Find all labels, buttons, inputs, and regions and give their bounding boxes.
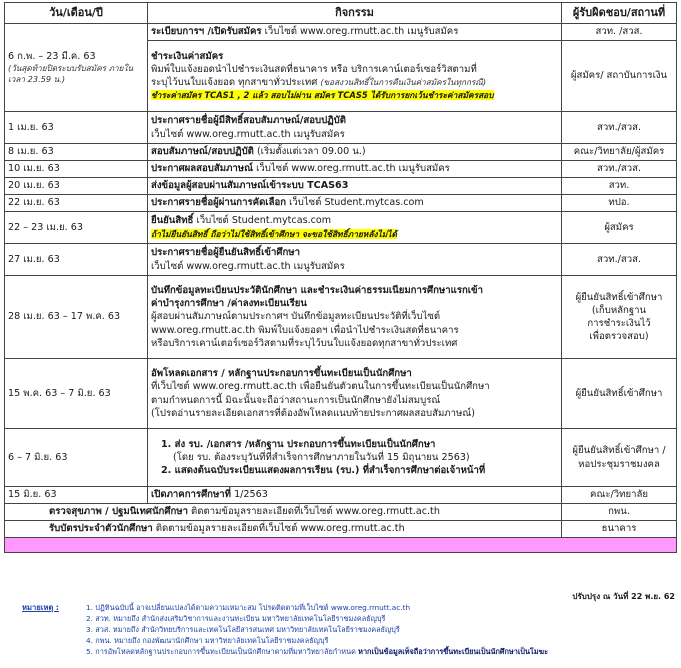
activity-cell <box>148 24 562 41</box>
responsible-cell: คณะ/วิทยาลัย <box>562 487 677 504</box>
responsible-cell <box>562 276 677 359</box>
table-row <box>5 521 677 538</box>
activity-cell <box>148 244 562 276</box>
table-row <box>5 112 677 144</box>
date-cell: 20 เม.ย. 63 <box>5 178 148 195</box>
date-cell: 8 เม.ย. 63 <box>5 144 148 161</box>
activity-title: 2. แสดงต้นฉบับระเบียนแสดงผลการเรียน (รบ.) ที่สำเร็จการศึกษาต่อเจ้าหน้าที่ <box>161 465 486 477</box>
responsible-cell: ผู้ยืนยันสิทธิ์เข้าศึกษา <box>562 359 677 429</box>
date-cell: 15 มิ.ย. 63 <box>5 487 148 504</box>
activity-cell <box>148 276 562 359</box>
responsible-cell: ธนาคาร <box>562 521 677 538</box>
note-item: 1. ปฏิทินฉบับนี้ อาจเปลี่ยนแปลงได้ตามความเหมาะสม โปรดติดตามที่เว็บไซต์ www.oreg.rmutt.ac.th <box>86 603 411 612</box>
activity-cell <box>148 359 562 429</box>
table-row <box>5 195 677 212</box>
activity-text: ติดตามข้อมูลรายละเอียดที่เว็บไซต์ www.oreg.rmutt.ac.th <box>152 523 405 535</box>
activity-text: เว็บไซต์ www.oreg.rmutt.ac.th เมนูรับสมัคร <box>253 163 450 175</box>
responsible-text: การชำระเงินไว้ <box>587 318 651 329</box>
table-row <box>5 487 677 504</box>
activity-title: บันทึกข้อมูลทะเบียนประวัตินักศึกษา และชำระเงินค่าธรรมเนียมการศึกษาแรกเข้า <box>151 284 484 296</box>
table-header-row <box>5 3 677 24</box>
activity-text: หรือบริการเคาน์เตอร์เซอร์วิสตามที่ระบุไว้บนใบแจ้งยอดทุกสาขาทั่วประเทศ <box>151 337 458 349</box>
table-row <box>5 161 677 178</box>
activity-cell <box>148 212 562 244</box>
date-cell: 1 เม.ย. 63 <box>5 112 148 144</box>
activity-text: ติดตามข้อมูลรายละเอียดที่เว็บไซต์ www.oreg.rmutt.ac.th <box>187 506 440 518</box>
table-row <box>5 504 677 521</box>
pink-divider <box>5 538 677 553</box>
date-cell: 15 พ.ค. 63 – 7 มิ.ย. 63 <box>5 359 148 429</box>
note-emphasis: หากเป็นข้อมูลเท็จถือว่าการขึ้นทะเบียนเป็นนักศึกษาเป็นโมฆะ <box>358 647 548 656</box>
date-cell: 22 – 23 เม.ย. 63 <box>5 212 148 244</box>
table-row <box>5 178 677 195</box>
activity-title: ประกาศรายชื่อผู้ยืนยันสิทธิ์เข้าศึกษา <box>151 247 300 259</box>
confirm-warning-highlight: ถ้าไม่ยืนยันสิทธิ์ ถือว่าไม่ใช้สิทธิ์เข้าศึกษา จะขอใช้สิทธิ์ภายหลังไม่ได้ <box>151 228 397 239</box>
activity-text: เว็บไซต์ Student.mytcas.com <box>286 197 424 209</box>
notes-section <box>22 602 662 657</box>
responsible-cell: ผู้สมัคร <box>562 212 677 244</box>
last-updated: ปรับปรุง ณ วันที่ 22 พ.ย. 62 <box>572 592 675 601</box>
note-item: 3. สวส. หมายถึง สำนักวิทยบริการและเทคโนโลยีสารสนเทศ มหาวิทยาลัยเทคโนโลยีราชมงคลธัญบุรี <box>86 625 400 634</box>
activity-text: (เริ่มตั้งแต่เวลา 09.00 น.) <box>253 146 366 158</box>
activity-title: ประกาศรายชื่อผู้มีสิทธิ์สอบสัมภาษณ์/สอบปฏิบัติ <box>151 115 346 127</box>
responsible-text: หอประชุมราชมงคล <box>578 458 660 470</box>
notes-list <box>86 602 662 657</box>
responsible-text: ผู้ยืนยันสิทธิ์เข้าศึกษา / <box>572 445 666 457</box>
activity-text: เว็บไซต์ www.oreg.rmutt.ac.th เมนูรับสมัคร <box>151 260 345 272</box>
activity-title: สอบสัมภาษณ์/สอบปฏิบัติ <box>151 146 254 158</box>
table-row <box>5 144 677 161</box>
activity-cell <box>148 195 562 212</box>
table-row <box>5 244 677 276</box>
table-row <box>5 212 677 244</box>
note-item: 2. สวท. หมายถึง สำนักส่งเสริมวิชาการและงานทะเบียน มหาวิทยาลัยเทคโนโลยีราชมงคลธัญบุรี <box>86 614 386 623</box>
responsible-cell: สวท./สวส. <box>562 112 677 144</box>
activity-cell <box>148 161 562 178</box>
date-cell <box>5 24 148 112</box>
activity-text: www.oreg.rmutt.ac.th พิมพ์ใบแจ้งยอดฯ เพื่อนำไปชำระเงินสดที่ธนาคาร <box>151 324 459 336</box>
fee-exemption-highlight: ชำระค่าสมัคร TCAS1 , 2 แล้ว สอบไม่ผ่าน สมัคร TCAS5 ได้รับการยกเว้นชำระค่าสมัครสอบ <box>151 90 494 101</box>
activity-title: รับบัตรประจำตัวนักศึกษา <box>49 523 153 535</box>
activity-text: (โปรดอ่านรายละเอียดเอกสารที่ต้องอัพโหลดแนบท้ายประกาศผลสอบสัมภาษณ์) <box>151 407 475 419</box>
responsible-cell: ทปอ. <box>562 195 677 212</box>
activity-title: ยืนยันสิทธิ์ <box>151 215 194 227</box>
activity-text: ผู้สอบผ่านสัมภาษณ์ตามประกาศฯ บันทึกข้อมูลทะเบียนประวัติที่เว็บไซต์ <box>151 311 441 323</box>
activity-cell <box>5 504 562 521</box>
date-cell: 6 – 7 มิ.ย. 63 <box>5 429 148 487</box>
activity-text: เว็บไซต์ Student.mytcas.com <box>193 215 332 227</box>
activity-title: อัพโหลดเอกสาร / หลักฐานประกอบการขึ้นทะเบียนเป็นนักศึกษา <box>151 368 412 380</box>
activity-text: (โดย รบ. ต้องระบุวันที่ที่สำเร็จการศึกษาภายในวันที่ 15 มิถุนายน 2563) <box>173 451 470 463</box>
responsible-cell: สวท./สวส. <box>562 161 677 178</box>
table-row <box>5 24 677 41</box>
activity-text: ตามกำหนดการนี้ มิฉะนั้นจะถือว่าสถานะการเป็นนักศึกษายังไม่สมบูรณ์ <box>151 394 441 406</box>
activity-text: ที่เว็บไซต์ www.oreg.rmutt.ac.th เพื่อยืนยันตัวตนในการขึ้นทะเบียนเป็นนักศึกษา <box>151 381 490 393</box>
date-note: (วันสุดท้ายปิดระบบรับสมัคร ภายในเวลา 23.59 น.) <box>8 63 134 85</box>
refund-note: (ขอสงวนสิทธิ์ในการคืนเงินค่าสมัครในทุกกรณี) <box>320 77 487 87</box>
date-cell: 22 เม.ย. 63 <box>5 195 148 212</box>
responsible-cell: สวท./สวส. <box>562 244 677 276</box>
activity-text: เว็บไซต์ www.oreg.rmutt.ac.th เมนูรับสมัคร <box>151 128 345 140</box>
schedule-table <box>4 2 677 553</box>
responsible-text: เพื่อตรวจสอบ) <box>589 331 649 343</box>
date-column-header: วัน/เดือน/ปี <box>5 3 148 24</box>
note-text: 5. การอัพโหลดหลักฐานประกอบการขึ้นทะเบียนเป็นนักศึกษาตามที่มหาวิทยาลัยกำหนด <box>86 647 359 656</box>
activity-cell <box>5 521 562 538</box>
activity-cell <box>148 487 562 504</box>
activity-title: ตรวจสุขภาพ / ปฐมนิเทศนักศึกษา <box>49 506 188 518</box>
notes-heading: หมายเหตุ : <box>22 603 59 612</box>
activity-cell <box>148 429 562 487</box>
responsible-text: ผู้ยืนยันสิทธิ์เข้าศึกษา <box>575 291 663 303</box>
responsible-text: (เก็บหลักฐาน <box>591 304 647 316</box>
table-row <box>5 359 677 429</box>
responsible-cell <box>562 429 677 487</box>
responsible-cell: สวท. /สวส. <box>562 24 677 41</box>
activity-cell <box>148 112 562 144</box>
activity-title: ประกาศผลสอบสัมภาษณ์ <box>151 163 254 175</box>
activity-title: ค่าบำรุงการศึกษา /ค่าลงทะเบียนเรียน <box>151 298 307 310</box>
activity-text: เว็บไซต์ www.oreg.rmutt.ac.th เมนูรับสมัคร <box>261 26 459 38</box>
activity-text: พิมพ์ใบแจ้งยอดนำไปชำระเงินสดที่ธนาคาร หรือ บริการเคาน์เตอร์เซอร์วิสตามที่ <box>151 63 477 75</box>
responsible-cell: สวท. <box>562 178 677 195</box>
responsible-cell: กพน. <box>562 504 677 521</box>
responsible-column-header: ผู้รับผิดชอบ/สถานที่ <box>562 3 677 24</box>
activity-title: ประกาศรายชื่อผู้ผ่านการคัดเลือก <box>151 197 287 209</box>
date-text: 6 ก.พ. – 23 มี.ค. 63 <box>8 50 96 62</box>
activity-title: เปิดภาคการศึกษาที่ <box>151 489 232 501</box>
highlight-bar <box>5 538 677 553</box>
activity-title: ชำระเงินค่าสมัคร <box>151 50 224 62</box>
note-item <box>86 646 662 657</box>
activity-text: 1/2563 <box>231 489 268 501</box>
activity-column-header: กิจกรรม <box>148 3 562 24</box>
date-cell: 10 เม.ย. 63 <box>5 161 148 178</box>
activity-cell <box>148 144 562 161</box>
activity-title: 1. ส่ง รบ. /เอกสาร /หลักฐาน ประกอบการขึ้นทะเบียนเป็นนักศึกษา <box>161 438 436 450</box>
activity-text: ระบุไว้บนใบแจ้งยอด ทุกสาขาทั่วประเทศ <box>151 77 321 88</box>
activity-title: ระเบียบการฯ /เปิดรับสมัคร <box>151 26 262 38</box>
responsible-cell: คณะ/วิทยาลัย/ผู้สมัคร <box>562 144 677 161</box>
activity-cell <box>148 178 562 195</box>
activity-title: ส่งข้อมูลผู้สอบผ่านสัมภาษณ์เข้าระบบ TCAS63 <box>151 180 349 192</box>
date-cell: 28 เม.ย. 63 – 17 พ.ค. 63 <box>5 276 148 359</box>
date-cell: 27 เม.ย. 63 <box>5 244 148 276</box>
note-item: 4. กพน. หมายถึง กองพัฒนานักศึกษา มหาวิทยาลัยเทคโนโลยีราชมงคลธัญบุรี <box>86 636 329 645</box>
activity-cell <box>148 41 562 112</box>
table-row <box>5 276 677 359</box>
responsible-cell: ผู้สมัคร/ สถาบันการเงิน <box>562 41 677 112</box>
table-row <box>5 429 677 487</box>
